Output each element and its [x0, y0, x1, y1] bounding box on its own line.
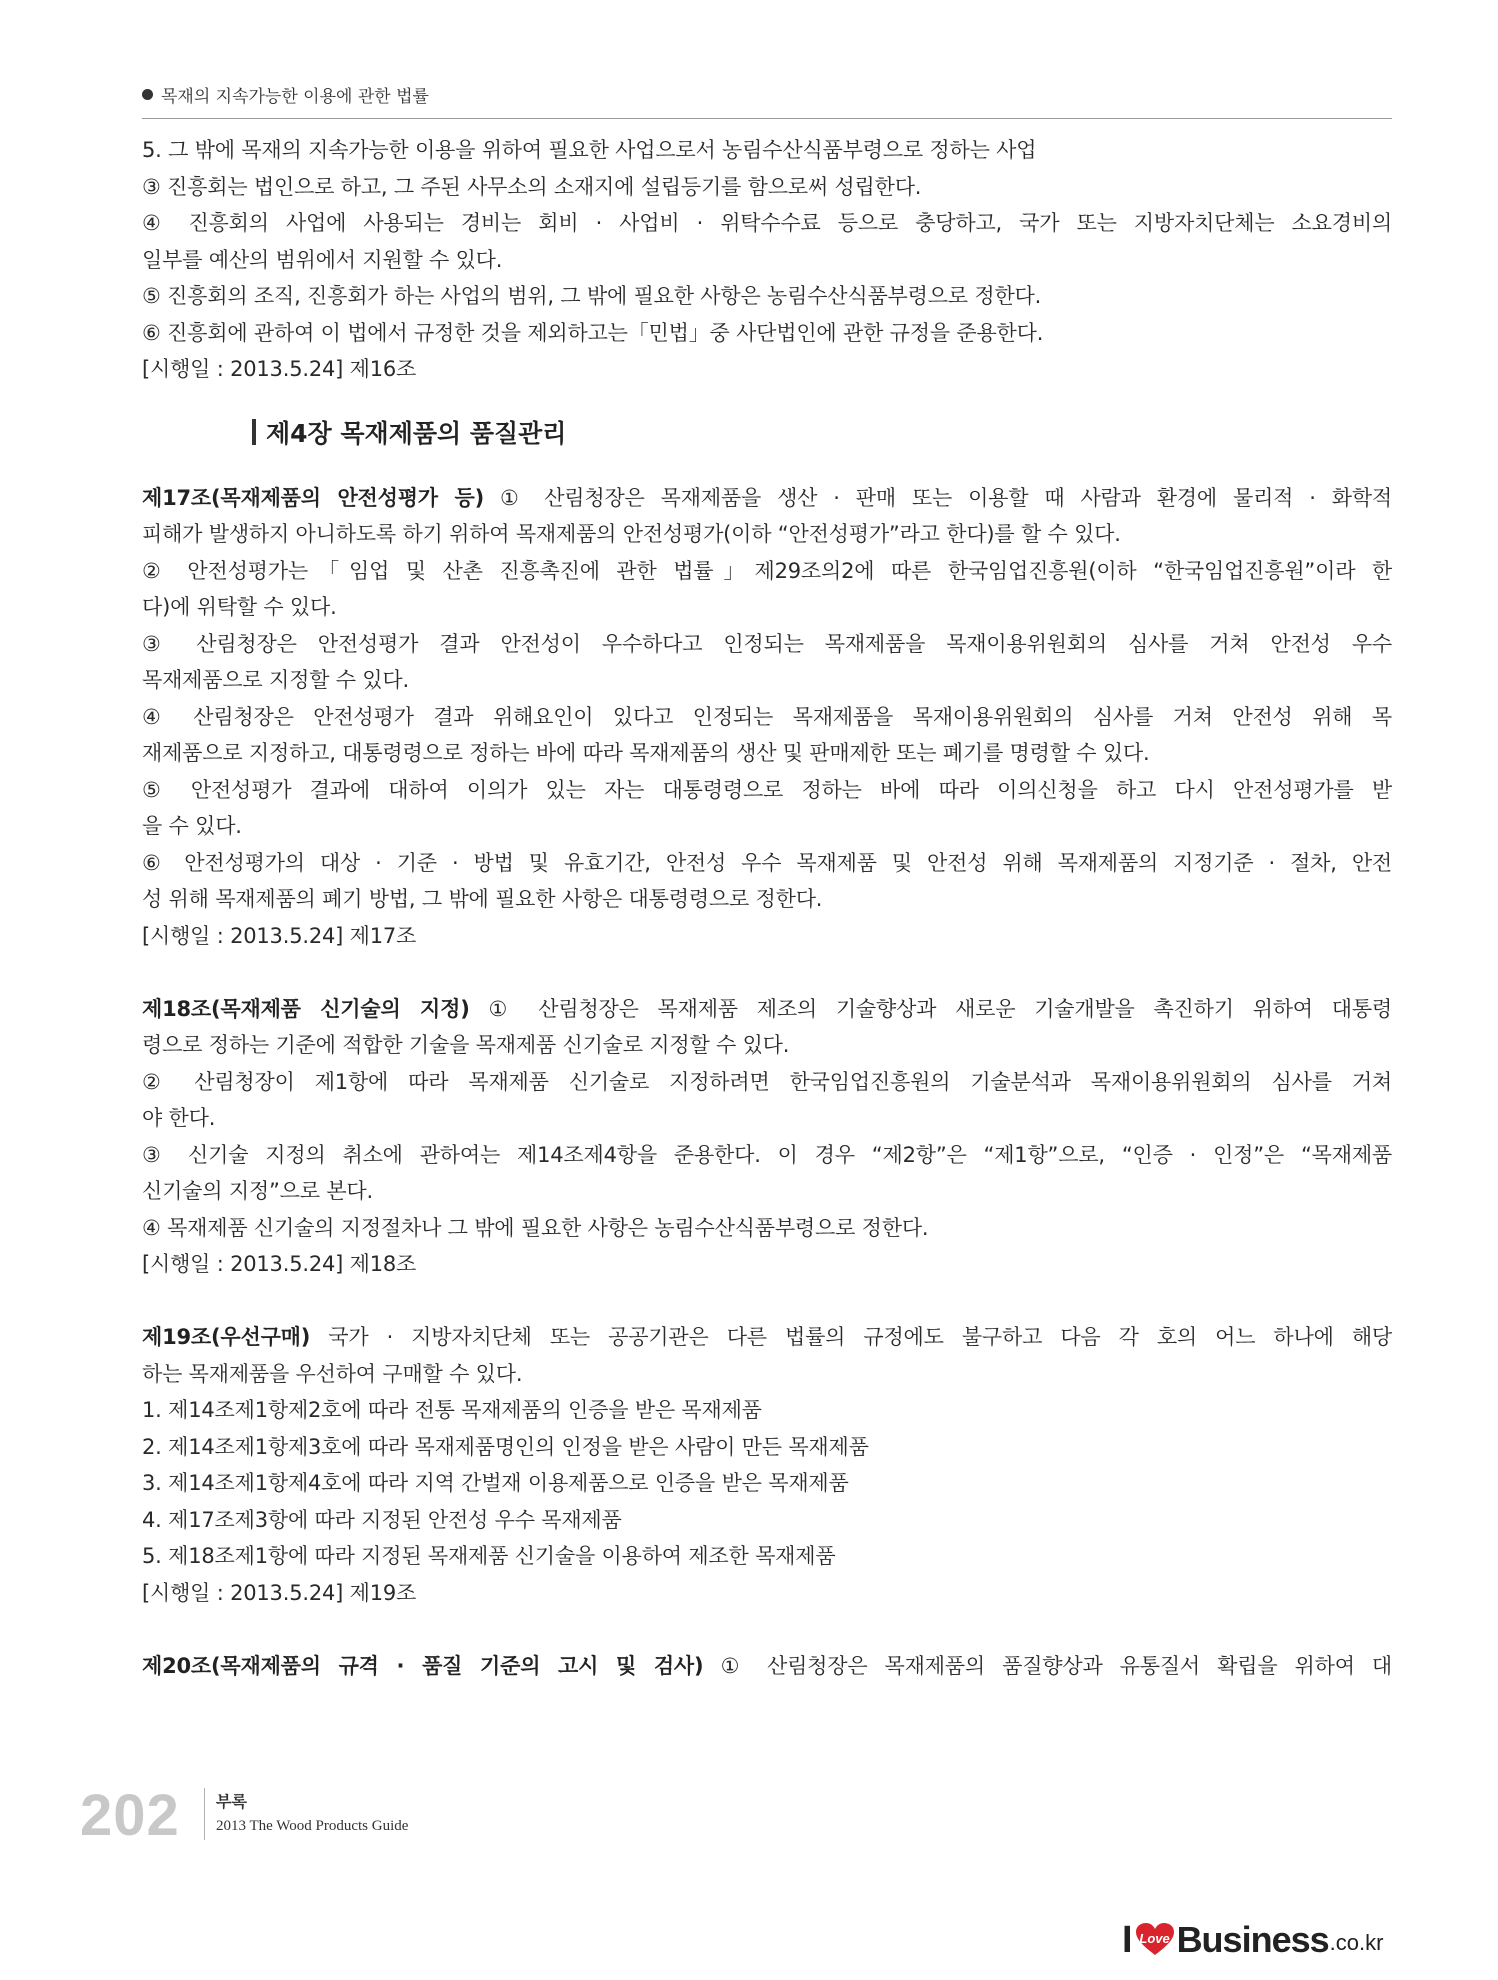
text-line: 피해가 발생하지 아니하도록 하기 위하여 목재제품의 안전성평가(이하 “안전성평가”라고 한다)를 할 수 있다. — [142, 522, 1121, 546]
brand-logo — [1122, 1914, 1384, 1961]
text-line: ⑥ 안전성평가의 대상 · 기준 · 방법 및 유효기간, 안전성 우수 목재제품 및 안전성 위해 목재제품의 지정기준 · 절차, 안전 — [142, 850, 1392, 875]
text-line: ⑤ 진흥회의 조직, 진흥회가 하는 사업의 범위, 그 밖에 필요한 사항은 농림수산식품부령으로 정한다. — [142, 284, 1042, 308]
header-divider — [142, 118, 1392, 119]
article-first-line — [142, 1319, 1392, 1356]
text-line: 일부를 예산의 범위에서 지원할 수 있다. — [142, 247, 503, 272]
text-line: 하는 목재제품을 우선하여 구매할 수 있다. — [142, 1361, 523, 1386]
text-line: ④ 목재제품 신기술의 지정절차나 그 밖에 필요한 사항은 농림수산식품부령으로 정한다. — [142, 1215, 929, 1240]
text-line: 5. 그 밖에 목재의 지속가능한 이용을 위하여 필요한 사업으로서 농림수산식품부령으로 정하는 사업 — [142, 138, 1037, 162]
article-text: 국가 · 지방자치단체 또는 공공기관은 다른 법률의 규정에도 불구하고 다음 각 호의 어느 하나에 해당 — [328, 1325, 1392, 1349]
text-line: ③ 신기술 지정의 취소에 관하여는 제14조제4항을 준용한다. 이 경우 “제2항”은 “제1항”으로, “인증 · 인정”은 “목재제품 — [142, 1142, 1392, 1167]
text-line: ③ 산림청장은 안전성평가 결과 안전성이 우수하다고 인정되는 목재제품을 목재이용위원회의 심사를 거쳐 안전성 우수 — [142, 631, 1392, 656]
list-item: 4. 제17조제3항에 따라 지정된 안전성 우수 목재제품 — [142, 1507, 622, 1532]
article-heading: 제18조(목재제품 신기술의 지정) — [142, 996, 470, 1021]
text-line: ② 안전성평가는「임업 및 산촌 진흥촉진에 관한 법률」제29조의2에 따른 한국임업진흥원(이하 “한국임업진흥원”이라 한 — [142, 558, 1392, 583]
text-line: 재제품으로 지정하고, 대통령령으로 정하는 바에 따라 목재제품의 생산 및 판매제한 또는 폐기를 명령할 수 있다. — [142, 741, 1150, 765]
effective-date: [시행일 : 2013.5.24] 제17조 — [142, 923, 417, 948]
article-text: ① 산림청장은 목재제품을 생산 · 판매 또는 이용할 때 사람과 환경에 물리적 · 화학적 — [500, 485, 1392, 510]
running-header-title: 목재의 지속가능한 이용에 관한 법률 — [161, 87, 429, 107]
chapter-heading — [252, 414, 1392, 450]
article-first-line — [142, 991, 1392, 1028]
text-line: ④ 산림청장은 안전성평가 결과 위해요인이 있다고 인정되는 목재제품을 목재이용위원회의 심사를 거쳐 안전성 위해 목 — [142, 704, 1392, 729]
effective-date: [시행일 : 2013.5.24] 제18조 — [142, 1252, 417, 1276]
article-heading: 제19조(우선구매) — [142, 1325, 311, 1349]
article-first-line — [142, 480, 1392, 517]
list-item: 3. 제14조제1항제4호에 따라 지역 간벌재 이용제품으로 인증을 받은 목재제품 — [142, 1471, 849, 1495]
running-header — [142, 82, 1392, 107]
article-heading: 제20조(목재제품의 규격 · 품질 기준의 고시 및 검사) — [142, 1653, 704, 1678]
footer-section: 부록 — [216, 1792, 247, 1811]
text-line: ② 산림청장이 제1항에 따라 목재제품 신기술로 지정하려면 한국임업진흥원의 기술분석과 목재이용위원회의 심사를 거쳐 — [142, 1069, 1392, 1094]
text-line: 목재제품으로 지정할 수 있다. — [142, 668, 409, 692]
text-line: ⑤ 안전성평가 결과에 대하여 이의가 있는 자는 대통령령으로 정하는 바에 따라 이의신청을 하고 다시 안전성평가를 받 — [142, 777, 1392, 802]
text-line: ③ 진흥회는 법인으로 하고, 그 주된 사무소의 소재지에 설립등기를 함으로써 성립한다. — [142, 174, 922, 199]
effective-date: [시행일 : 2013.5.24] 제19조 — [142, 1580, 417, 1605]
text-line: 을 수 있다. — [142, 814, 242, 838]
brand-love: Love — [1139, 1931, 1170, 1946]
text-line: ④ 진흥회의 사업에 사용되는 경비는 회비 · 사업비 · 위탁수수료 등으로 충당하고, 국가 또는 지방자치단체는 소요경비의 — [142, 211, 1392, 235]
article-text: ① 산림청장은 목재제품의 품질향상과 유통질서 확립을 위하여 대 — [720, 1653, 1393, 1678]
page-body — [142, 132, 1392, 1684]
brand-business: Business — [1176, 1919, 1329, 1960]
text-line: 야 한다. — [142, 1106, 216, 1130]
article-first-line — [142, 1648, 1392, 1685]
brand-i: I — [1122, 1919, 1133, 1961]
heart-icon — [1135, 1922, 1175, 1956]
text-line: 성 위해 목재제품의 폐기 방법, 그 밖에 필요한 사항은 대통령령으로 정한다. — [142, 887, 823, 911]
article-text: ① 산림청장은 목재제품 제조의 기술향상과 새로운 기술개발을 촉진하기 위하여 대통령 — [488, 996, 1392, 1021]
list-item: 5. 제18조제1항에 따라 지정된 목재제품 신기술을 이용하여 제조한 목재제품 — [142, 1544, 836, 1568]
list-item: 2. 제14조제1항제3호에 따라 목재제품명인의 인정을 받은 사람이 만든 목재제품 — [142, 1434, 869, 1459]
article-heading: 제17조(목재제품의 안전성평가 등) — [142, 485, 485, 510]
text-line: ⑥ 진흥회에 관하여 이 법에서 규정한 것을 제외하고는「민법」중 사단법인에 관한 규정을 준용한다. — [142, 320, 1044, 345]
page-number: 202 — [80, 1783, 180, 1848]
list-item: 1. 제14조제1항제2호에 따라 전통 목재제품의 인증을 받은 목재제품 — [142, 1398, 762, 1422]
footer-guide-title: 2013 The Wood Products Guide — [216, 1818, 409, 1834]
chapter-title: 제4장 목재제품의 품질관리 — [266, 418, 567, 448]
text-line: 령으로 정하는 기준에 적합한 기술을 목재제품 신기술로 지정할 수 있다. — [142, 1033, 790, 1057]
footer-divider — [204, 1788, 205, 1840]
text-line: [시행일 : 2013.5.24] 제16조 — [142, 357, 417, 381]
text-line: 신기술의 지정”으로 본다. — [142, 1179, 373, 1203]
bullet-icon — [142, 89, 153, 100]
brand-domain: .co.kr — [1329, 1930, 1384, 1955]
text-line: 다)에 위탁할 수 있다. — [142, 595, 337, 619]
chapter-bar — [252, 419, 256, 445]
